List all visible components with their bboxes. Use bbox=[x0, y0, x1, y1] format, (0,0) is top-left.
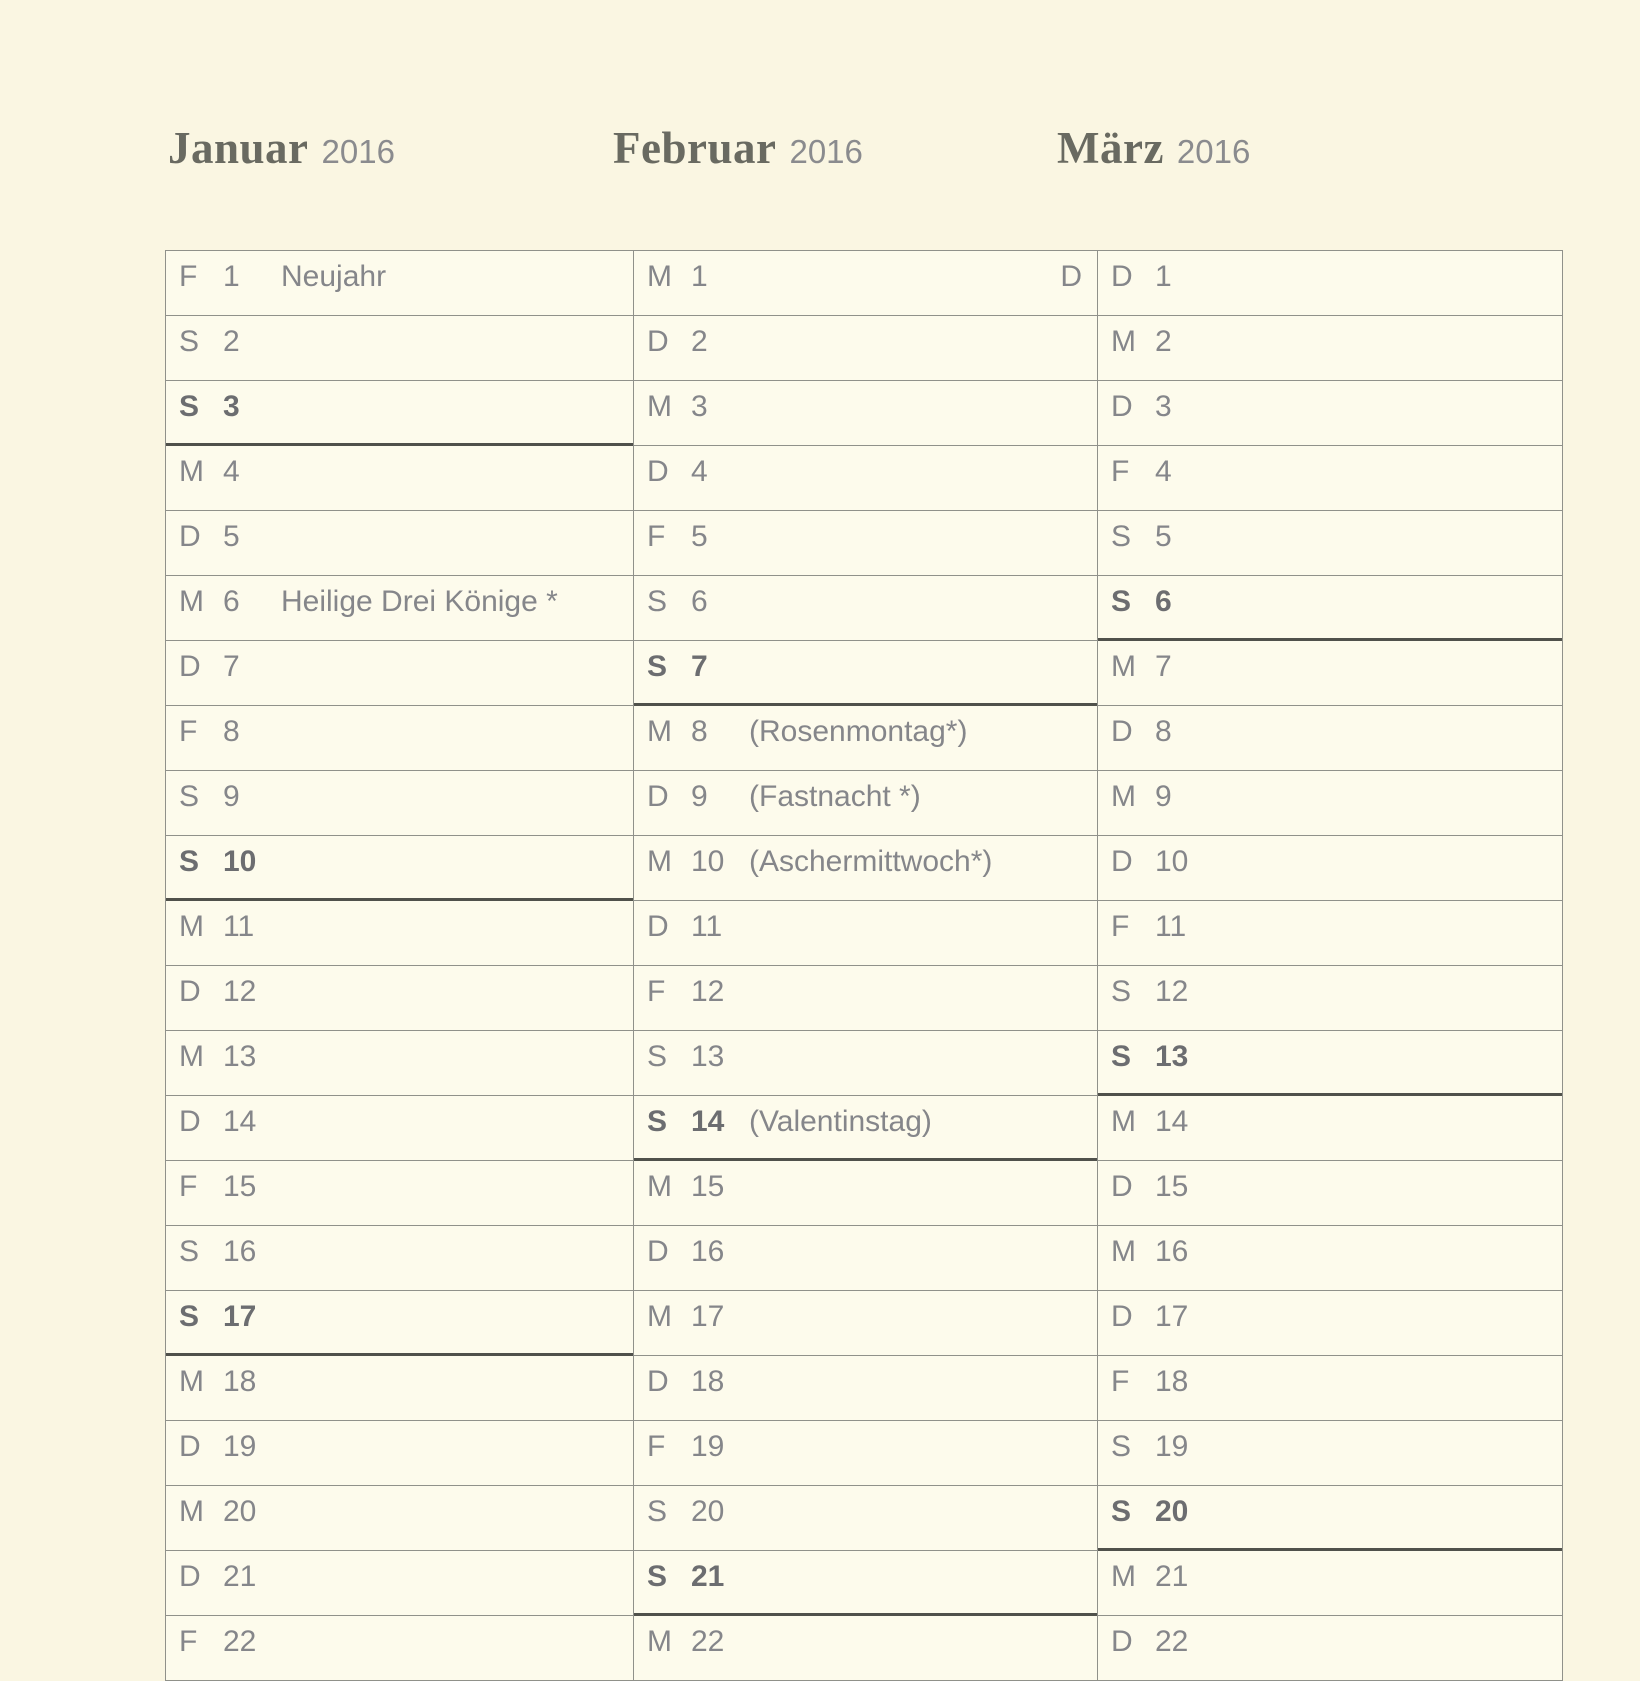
day-row bbox=[634, 316, 1097, 381]
day-number: 2 bbox=[223, 325, 240, 358]
holiday-label: Neujahr bbox=[281, 261, 387, 293]
day-number: 20 bbox=[1155, 1495, 1189, 1528]
day-row bbox=[1098, 1161, 1562, 1226]
holiday-label: (Valentinstag) bbox=[749, 1106, 932, 1138]
day-row bbox=[166, 641, 633, 706]
weekday-letter: D bbox=[179, 1105, 201, 1138]
day-row bbox=[634, 251, 1097, 316]
month-column-maerz bbox=[1098, 251, 1563, 1681]
day-number: 5 bbox=[223, 520, 240, 553]
day-row bbox=[634, 576, 1097, 641]
day-row bbox=[1098, 511, 1562, 576]
weekday-letter: S bbox=[1111, 975, 1132, 1008]
day-number: 18 bbox=[223, 1365, 257, 1398]
day-row bbox=[1098, 1226, 1562, 1291]
weekday-letter: M bbox=[647, 260, 672, 293]
calendar-grid bbox=[165, 250, 1563, 1681]
day-number: 18 bbox=[691, 1365, 725, 1398]
day-row bbox=[1098, 1486, 1562, 1551]
day-row bbox=[1098, 1356, 1562, 1421]
day-number: 19 bbox=[691, 1430, 725, 1463]
day-row bbox=[634, 446, 1097, 511]
weekday-letter: S bbox=[179, 845, 200, 878]
weekday-letter: D bbox=[179, 1430, 201, 1463]
day-number: 6 bbox=[1155, 585, 1172, 618]
weekday-letter: S bbox=[647, 1560, 668, 1593]
weekday-letter: D bbox=[1111, 1625, 1133, 1658]
weekday-letter: S bbox=[647, 1495, 668, 1528]
day-number: 10 bbox=[1155, 845, 1189, 878]
weekday-letter: M bbox=[1111, 1105, 1136, 1138]
day-row bbox=[166, 1096, 633, 1161]
day-number: 11 bbox=[223, 910, 255, 943]
day-row bbox=[1098, 251, 1562, 316]
day-row bbox=[166, 1291, 633, 1356]
day-number: 8 bbox=[691, 715, 708, 748]
day-number: 14 bbox=[1155, 1105, 1189, 1138]
day-number: 6 bbox=[691, 585, 708, 618]
day-number: 6 bbox=[223, 585, 240, 618]
weekday-letter: S bbox=[179, 780, 200, 813]
day-number: 21 bbox=[223, 1560, 257, 1593]
weekday-letter: D bbox=[1111, 845, 1133, 878]
weekday-letter: D bbox=[647, 325, 669, 358]
day-row bbox=[166, 1616, 633, 1681]
day-row bbox=[166, 1226, 633, 1291]
weekday-letter: F bbox=[647, 520, 666, 553]
day-number: 19 bbox=[1155, 1430, 1189, 1463]
day-row bbox=[634, 1031, 1097, 1096]
day-row bbox=[1098, 576, 1562, 641]
weekday-letter: M bbox=[647, 390, 672, 423]
weekday-letter: D bbox=[1111, 1300, 1133, 1333]
weekday-letter: D bbox=[179, 975, 201, 1008]
day-row bbox=[166, 1486, 633, 1551]
weekday-letter: D bbox=[647, 455, 669, 488]
day-row bbox=[1098, 446, 1562, 511]
weekday-letter: F bbox=[179, 1170, 198, 1203]
weekday-letter: M bbox=[647, 1300, 672, 1333]
day-number: 9 bbox=[1155, 780, 1172, 813]
day-row bbox=[634, 1226, 1097, 1291]
weekday-letter: S bbox=[647, 650, 668, 683]
month-header-maerz bbox=[1057, 122, 1250, 174]
day-row bbox=[634, 706, 1097, 771]
weekday-letter: M bbox=[179, 455, 204, 488]
day-number: 13 bbox=[1155, 1040, 1189, 1073]
day-number: 11 bbox=[691, 910, 723, 943]
weekday-letter: D bbox=[179, 520, 201, 553]
day-number: 21 bbox=[1155, 1560, 1189, 1593]
day-row bbox=[634, 1161, 1097, 1226]
weekday-letter: S bbox=[179, 1235, 200, 1268]
day-number: 4 bbox=[223, 455, 240, 488]
day-row bbox=[1098, 1096, 1562, 1161]
day-row bbox=[634, 1421, 1097, 1486]
day-number: 2 bbox=[691, 325, 708, 358]
weekday-letter: S bbox=[1111, 1495, 1132, 1528]
month-name: Februar bbox=[613, 123, 777, 173]
day-number: 15 bbox=[1155, 1170, 1189, 1203]
day-number: 22 bbox=[1155, 1625, 1189, 1658]
weekday-letter: M bbox=[647, 715, 672, 748]
weekday-letter: F bbox=[1111, 1365, 1130, 1398]
day-row bbox=[166, 966, 633, 1031]
day-number: 11 bbox=[1155, 910, 1187, 943]
weekday-letter: S bbox=[179, 1300, 200, 1333]
weekday-letter: D bbox=[1111, 715, 1133, 748]
day-row bbox=[634, 1551, 1097, 1616]
month-header-februar bbox=[613, 122, 863, 174]
day-row bbox=[634, 901, 1097, 966]
holiday-label: (Aschermittwoch*) bbox=[749, 846, 993, 878]
day-row bbox=[634, 1616, 1097, 1681]
day-row bbox=[1098, 771, 1562, 836]
day-row bbox=[166, 446, 633, 511]
day-row bbox=[1098, 316, 1562, 381]
weekday-letter: M bbox=[647, 1170, 672, 1203]
weekday-letter: M bbox=[1111, 325, 1136, 358]
day-row bbox=[166, 706, 633, 771]
day-row bbox=[166, 1031, 633, 1096]
month-name: März bbox=[1057, 123, 1164, 173]
day-row bbox=[634, 381, 1097, 446]
month-year: 2016 bbox=[789, 133, 863, 170]
day-row bbox=[1098, 706, 1562, 771]
day-number: 8 bbox=[1155, 715, 1172, 748]
weekday-letter: D bbox=[647, 910, 669, 943]
weekday-letter: F bbox=[1111, 455, 1130, 488]
day-number: 1 bbox=[223, 260, 240, 293]
day-row bbox=[634, 641, 1097, 706]
day-row bbox=[166, 381, 633, 446]
month-year: 2016 bbox=[321, 133, 395, 170]
day-number: 4 bbox=[691, 455, 708, 488]
day-number: 3 bbox=[691, 390, 708, 423]
day-number: 13 bbox=[691, 1040, 725, 1073]
weekday-letter: D bbox=[647, 780, 669, 813]
day-number: 18 bbox=[1155, 1365, 1189, 1398]
holiday-label: (Fastnacht *) bbox=[749, 781, 921, 813]
weekday-letter: S bbox=[647, 1040, 668, 1073]
day-number: 1 bbox=[691, 260, 708, 293]
day-row bbox=[1098, 1421, 1562, 1486]
day-row bbox=[634, 771, 1097, 836]
day-number: 14 bbox=[691, 1105, 725, 1138]
day-number: 5 bbox=[691, 520, 708, 553]
day-row bbox=[166, 511, 633, 576]
day-number: 2 bbox=[1155, 325, 1172, 358]
weekday-letter: F bbox=[179, 715, 198, 748]
day-row bbox=[1098, 1551, 1562, 1616]
day-number: 8 bbox=[223, 715, 240, 748]
weekday-letter: F bbox=[647, 1430, 666, 1463]
day-number: 3 bbox=[223, 390, 240, 423]
day-number: 21 bbox=[691, 1560, 725, 1593]
day-number: 20 bbox=[223, 1495, 257, 1528]
weekday-letter: M bbox=[1111, 1235, 1136, 1268]
weekday-letter: S bbox=[179, 390, 200, 423]
holiday-label: Heilige Drei Könige * bbox=[281, 586, 558, 618]
month-column-januar bbox=[166, 251, 634, 1681]
day-number: 10 bbox=[691, 845, 725, 878]
day-row bbox=[1098, 836, 1562, 901]
month-header-januar bbox=[168, 122, 395, 174]
weekday-letter: S bbox=[647, 1105, 668, 1138]
day-number: 15 bbox=[223, 1170, 257, 1203]
weekday-letter: D bbox=[179, 1560, 201, 1593]
weekday-letter: D bbox=[647, 1365, 669, 1398]
weekday-letter: S bbox=[179, 325, 200, 358]
weekday-letter: M bbox=[1111, 1560, 1136, 1593]
weekday-letter: S bbox=[1111, 1430, 1132, 1463]
day-row bbox=[1098, 1291, 1562, 1356]
day-row bbox=[1098, 1031, 1562, 1096]
day-row bbox=[1098, 381, 1562, 446]
day-row bbox=[166, 1161, 633, 1226]
weekday-letter: D bbox=[1111, 1170, 1133, 1203]
weekday-letter: S bbox=[647, 585, 668, 618]
weekday-letter: M bbox=[179, 1365, 204, 1398]
month-name: Januar bbox=[168, 123, 309, 173]
day-number: 9 bbox=[691, 780, 708, 813]
day-row bbox=[634, 1291, 1097, 1356]
weekday-letter: D bbox=[647, 1235, 669, 1268]
weekday-letter: F bbox=[179, 1625, 198, 1658]
weekday-letter: F bbox=[1111, 910, 1130, 943]
day-row bbox=[166, 836, 633, 901]
day-number: 22 bbox=[223, 1625, 257, 1658]
day-number: 1 bbox=[1155, 260, 1172, 293]
day-row bbox=[634, 836, 1097, 901]
weekday-letter: F bbox=[647, 975, 666, 1008]
month-column-februar bbox=[634, 251, 1098, 1681]
day-number: 3 bbox=[1155, 390, 1172, 423]
weekday-letter: S bbox=[1111, 520, 1132, 553]
day-number: 7 bbox=[691, 650, 708, 683]
day-number: 15 bbox=[691, 1170, 725, 1203]
day-row bbox=[634, 1486, 1097, 1551]
weekday-letter: D bbox=[179, 650, 201, 683]
weekday-letter: D bbox=[1111, 260, 1133, 293]
day-row bbox=[1098, 966, 1562, 1031]
weekday-letter: M bbox=[179, 1495, 204, 1528]
day-number: 12 bbox=[1155, 975, 1189, 1008]
right-day-letter: D bbox=[1060, 260, 1082, 293]
weekday-letter: M bbox=[1111, 650, 1136, 683]
weekday-letter: M bbox=[179, 585, 204, 618]
day-number: 12 bbox=[691, 975, 725, 1008]
day-number: 7 bbox=[1155, 650, 1172, 683]
weekday-letter: M bbox=[179, 910, 204, 943]
weekday-letter: S bbox=[1111, 585, 1132, 618]
weekday-letter: D bbox=[1111, 390, 1133, 423]
day-row bbox=[634, 1356, 1097, 1421]
day-row bbox=[1098, 1616, 1562, 1681]
day-number: 16 bbox=[1155, 1235, 1189, 1268]
weekday-letter: F bbox=[179, 260, 198, 293]
day-row bbox=[166, 1421, 633, 1486]
day-number: 17 bbox=[223, 1300, 257, 1333]
day-row bbox=[634, 511, 1097, 576]
weekday-letter: M bbox=[1111, 780, 1136, 813]
day-row bbox=[166, 901, 633, 966]
day-row bbox=[166, 576, 633, 641]
day-number: 10 bbox=[223, 845, 257, 878]
day-row bbox=[166, 251, 633, 316]
day-row bbox=[166, 771, 633, 836]
day-number: 9 bbox=[223, 780, 240, 813]
month-year: 2016 bbox=[1176, 133, 1251, 170]
day-number: 12 bbox=[223, 975, 257, 1008]
day-row bbox=[1098, 901, 1562, 966]
day-number: 17 bbox=[691, 1300, 725, 1333]
day-row bbox=[166, 1551, 633, 1616]
day-number: 7 bbox=[223, 650, 240, 683]
day-number: 5 bbox=[1155, 520, 1172, 553]
day-row bbox=[166, 316, 633, 381]
day-number: 4 bbox=[1155, 455, 1172, 488]
weekday-letter: M bbox=[647, 845, 672, 878]
holiday-label: (Rosenmontag*) bbox=[749, 716, 968, 748]
day-row bbox=[634, 966, 1097, 1031]
day-row bbox=[166, 1356, 633, 1421]
weekday-letter: M bbox=[179, 1040, 204, 1073]
day-number: 22 bbox=[691, 1625, 725, 1658]
day-number: 20 bbox=[691, 1495, 725, 1528]
day-number: 13 bbox=[223, 1040, 257, 1073]
day-row bbox=[1098, 641, 1562, 706]
weekday-letter: S bbox=[1111, 1040, 1132, 1073]
day-number: 16 bbox=[223, 1235, 257, 1268]
day-number: 19 bbox=[223, 1430, 257, 1463]
weekday-letter: M bbox=[647, 1625, 672, 1658]
day-number: 17 bbox=[1155, 1300, 1189, 1333]
day-number: 16 bbox=[691, 1235, 725, 1268]
day-row bbox=[634, 1096, 1097, 1161]
day-number: 14 bbox=[223, 1105, 257, 1138]
